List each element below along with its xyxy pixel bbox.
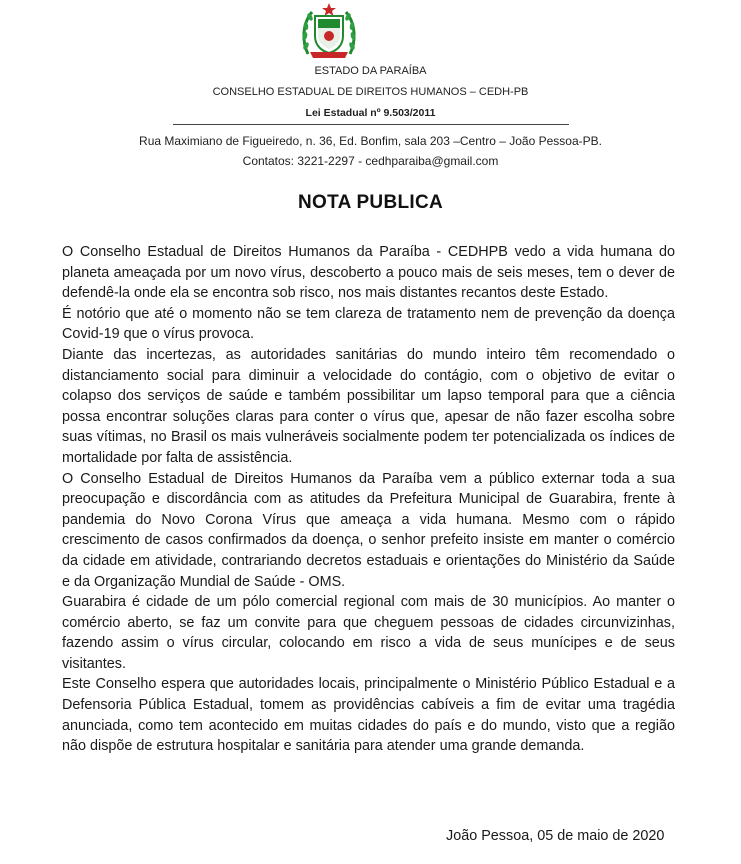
- paragraph: Diante das incertezas, as autoridades sanitárias do mundo inteiro têm recomendado o distanciamento social para diminuir a velocidade do contágio, com o objetivo de evitar o colapso dos serviços de saúde e também possibilitar um lapso temporal para que a ciência possa encontrar soluções claras para conter o vírus que, apesar de não fazer escolha sobre suas vítimas, no Brasil os mais vulneráveis socialmente podem ter potencializada os índices de mortalidade por falta de assistência.: [62, 346, 675, 466]
- header-divider: [173, 124, 569, 125]
- council-name: CONSELHO ESTADUAL DE DIREITOS HUMANOS – CEDH-PB: [212, 86, 529, 98]
- paragraph: É notório que até o momento não se tem clareza de tratamento nem de prevenção da doença Covid-19 que o vírus provoca.: [62, 305, 675, 343]
- page-title: NOTA PUBLICA: [297, 192, 444, 213]
- state-name: ESTADO DA PARAÍBA: [314, 65, 427, 77]
- law-reference: Lei Estadual nº 9.503/2011: [305, 107, 436, 119]
- coat-of-arms-icon: [298, 2, 360, 62]
- paragraph: O Conselho Estadual de Direitos Humanos da Paraíba - CEDHPB vedo a vida humana do planeta ameaçada por um novo vírus, descoberto a pouco mais de seis meses, tem o dever de defendê-la onde ela se encontra sob risco, nos mais distantes recantos deste Estado.: [62, 244, 675, 302]
- document-body: [62, 242, 675, 757]
- paragraph: Este Conselho espera que autoridades locais, principalmente o Ministério Público Estadual e a Defensoria Pública Estadual, tomem as providências cabíveis a fim de evitar uma tragédia anunciada, como tem acontecido em muitas cidades do país e do mundo, visto que a região não dispõe de estrutura hospitalar e sanitária para atender uma grande demanda.: [62, 676, 675, 755]
- contacts-line: Contatos: 3221-2297 - cedhparaiba@gmail.com: [242, 154, 499, 168]
- paragraph: O Conselho Estadual de Direitos Humanos da Paraíba vem a público externar toda a sua preocupação e discordância com as atitudes da Prefeitura Municipal de Guarabira, frente à pandemia do Novo Corona Vírus que ameaça a vida humana. Mesmo com o rápido crescimento de casos confirmados da doença, o senhor prefeito insiste em manter o comércio da cidade em atividade, contrariando decretos estaduais e orientações do Ministério da Saúde e da Organização Mundial de Saúde - OMS.: [62, 470, 675, 590]
- address-line: Rua Maximiano de Figueiredo, n. 36, Ed. Bonfim, sala 203 –Centro – João Pessoa-PB.: [139, 134, 602, 148]
- paragraph: Guarabira é cidade de um pólo comercial regional com mais de 30 municípios. Ao manter o comércio aberto, se faz um convite para que cheguem pessoas de cidades circunvizinhas, fazendo assim o vírus circular, colocando em risco a vida de seus munícipes e de seus visitantes.: [62, 594, 675, 672]
- place-date-signature: João Pessoa, 05 de maio de 2020: [446, 828, 665, 844]
